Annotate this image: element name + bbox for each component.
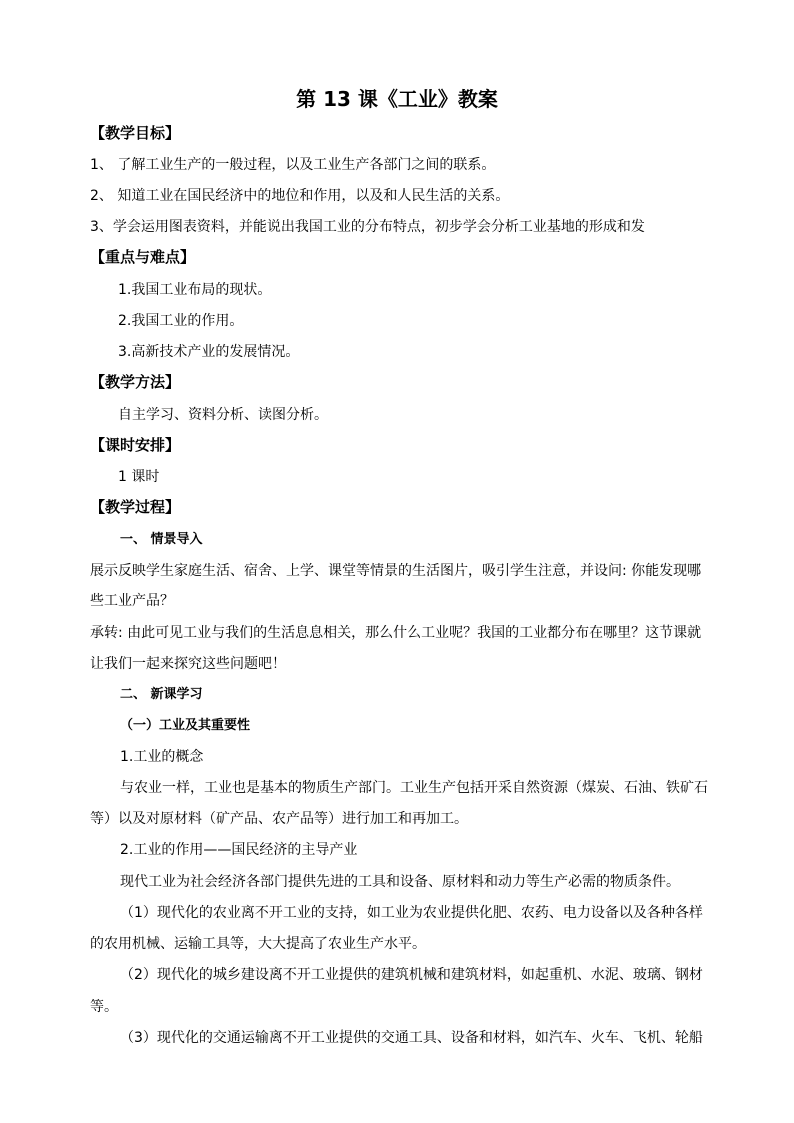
- paragraph-line: 让我们一起来探究这些问题吧！: [90, 656, 286, 672]
- paragraph-line: 承转: 由此可见工业与我们的生活息息相关，那么什么工业呢？我国的工业都分布在哪里？这节课就: [90, 625, 702, 641]
- role-heading: 2.工业的作用——国民经济的主导产业: [120, 842, 358, 858]
- subsection-heading: （一）工业及其重要性: [120, 718, 251, 733]
- paragraph-line: 展示反映学生家庭生活、宿舍、上学、课堂等情景的生活图片，吸引学生注意，并设问: 你能发现哪: [90, 563, 702, 579]
- paragraph-line: 等。: [90, 999, 118, 1015]
- methods-heading: 【教学方法】: [90, 373, 181, 391]
- schedule-heading: 【课时安排】: [90, 436, 181, 454]
- paragraph-line: （3）现代化的交通运输离不开工业提供的交通工具、设备和材料，如汽车、火车、飞机、轮船: [120, 1030, 703, 1046]
- intro-heading: 一、 情景导入: [120, 532, 203, 547]
- paragraph-line: （2）现代化的城乡建设离不开工业提供的建筑机械和建筑材料，如起重机、水泥、玻璃、钢材: [120, 967, 703, 983]
- paragraph-line: 的农用机械、运输工具等，大大提高了农业生产水平。: [90, 936, 426, 952]
- keypoint-item: 3.高新技术产业的发展情况。: [118, 344, 300, 360]
- objective-item: 1、 了解工业生产的一般过程，以及工业生产各部门之间的联系。: [90, 157, 496, 173]
- document-title: 第 13 课《工业》教案: [296, 87, 498, 111]
- paragraph-line: 现代工业为社会经济各部门提供先进的工具和设备、原材料和动力等生产必需的物质条件。: [120, 874, 680, 890]
- concept-heading: 1.工业的概念: [120, 749, 204, 765]
- paragraph-line: （1）现代化的农业离不开工业的支持，如工业为农业提供化肥、农药、电力设备以及各种各样: [120, 905, 703, 921]
- process-heading: 【教学过程】: [90, 498, 181, 516]
- paragraph-line: 些工业产品？: [90, 593, 174, 609]
- objective-item: 2、 知道工业在国民经济中的地位和作用，以及和人民生活的关系。: [90, 188, 510, 204]
- keypoint-item: 1.我国工业布局的现状。: [118, 282, 272, 298]
- keypoint-item: 2.我国工业的作用。: [118, 313, 244, 329]
- methods-text: 自主学习、资料分析、读图分析。: [118, 407, 328, 423]
- objective-item: 3、学会运用图表资料，并能说出我国工业的分布特点，初步学会分析工业基地的形成和发: [90, 219, 645, 235]
- paragraph-line: 与农业一样，工业也是基本的物质生产部门。工业生产包括开采自然资源（煤炭、石油、铁矿石: [120, 780, 708, 796]
- objectives-heading: 【教学目标】: [90, 124, 181, 142]
- schedule-text: 1 课时: [118, 469, 160, 485]
- paragraph-line: 等）以及对原材料（矿产品、农产品等）进行加工和再加工。: [90, 811, 468, 827]
- new-lesson-heading: 二、 新课学习: [120, 687, 203, 702]
- keypoints-heading: 【重点与难点】: [90, 248, 196, 266]
